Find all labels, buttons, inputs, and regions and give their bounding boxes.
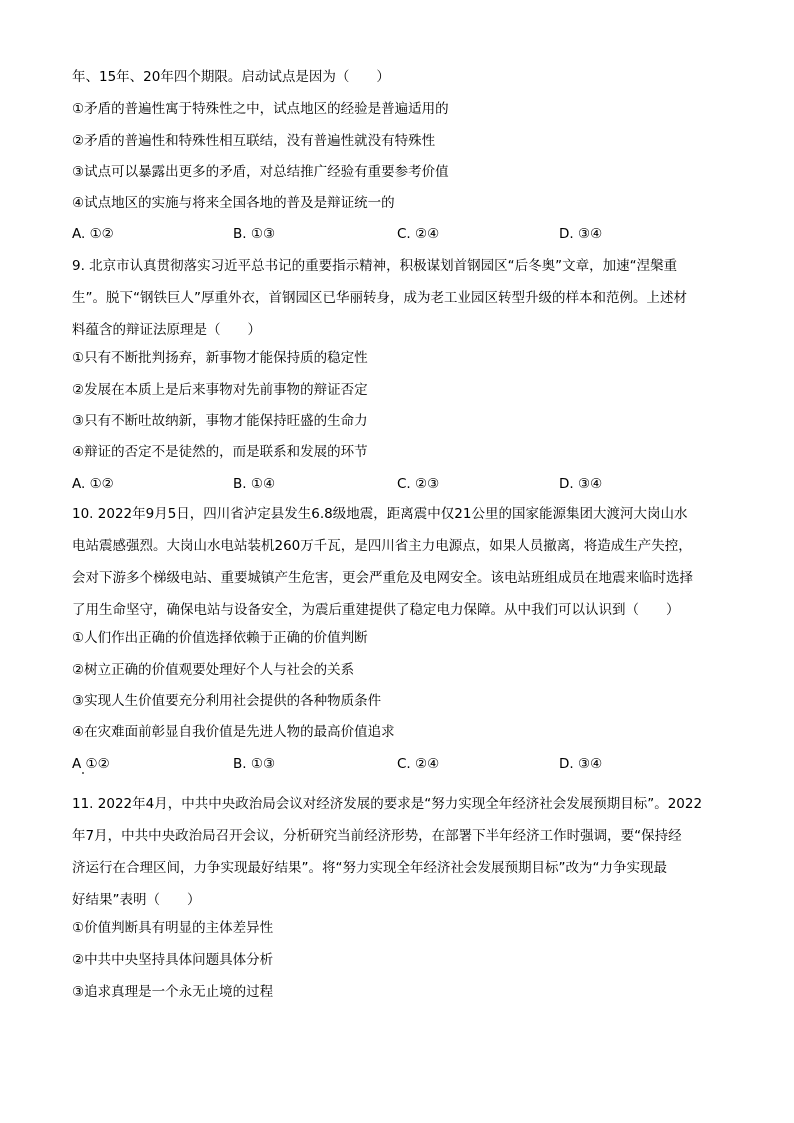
q10-option-a[interactable]: A ①② [72, 756, 110, 772]
q9-item-3: ③只有不断吐故纳新，事物才能保持旺盛的生命力 [72, 413, 368, 429]
q9-option-b[interactable]: B. ①④ [233, 476, 276, 492]
q8-item-2: ②矛盾的普遍性和特殊性相互联结，没有普遍性就没有特殊性 [72, 133, 436, 149]
q9-stem [72, 250, 722, 346]
q10-item-2: ②树立正确的价值观要处理好个人与社会的关系 [72, 662, 355, 678]
q9-item-2: ②发展在本质上是后来事物对先前事物的辩证否定 [72, 382, 368, 398]
q10-stem-line-3: 会对下游多个梯级电站、重要城镇产生危害，更会严重危及电网安全。该电站班组成员在地震来临时选择 [72, 570, 693, 586]
q9-item-1: ①只有不断批判扬弃，新事物才能保持质的稳定性 [72, 350, 368, 366]
q11-item-1: ①价值判断具有明显的主体差异性 [72, 920, 274, 936]
q10-item-3: ③实现人生价值要充分利用社会提供的各种物质条件 [72, 693, 382, 709]
q10-stem-line-4: 了用生命坚守，确保电站与设备安全，为震后重建提供了稳定电力保障。从中我们可以认识到（ ） [72, 602, 680, 618]
q8-item-1: ①矛盾的普遍性寓于特殊性之中，试点地区的经验是普遍适用的 [72, 101, 449, 117]
q9-option-a[interactable]: A. ①② [72, 476, 114, 492]
q10-stem-line-1: 10. 2022年9月5日，四川省泸定县发生6.8级地震，距离震中仅21公里的国家能源集团大渡河大岗山水 [72, 506, 688, 522]
q10-option-c[interactable]: C. ②④ [397, 756, 440, 772]
q10-stem-line-2: 电站震感强烈。大岗山水电站装机260万千瓦，是四川省主力电源点，如果人员撤离，将造成生产失控， [72, 538, 692, 554]
q8-options [72, 224, 722, 244]
q9-stem-line-2: 生”。脱下“钢铁巨人”厚重外衣，首钢园区已华丽转身，成为老工业园区转型升级的样本和范例。上述材 [72, 290, 687, 306]
q11-stem-line-2: 年7月，中共中央政治局召开会议，分析研究当前经济形势，在部署下半年经济工作时强调，要“保持经 [72, 828, 682, 844]
q10-option-b[interactable]: B. ①③ [233, 756, 276, 772]
q9-stem-line-3: 料蕴含的辩证法原理是（ ） [72, 322, 261, 338]
q10-option-d[interactable]: D. ③④ [559, 756, 603, 772]
q9-option-c[interactable]: C. ②③ [397, 476, 440, 492]
q11-item-2: ②中共中央坚持具体问题具体分析 [72, 952, 274, 968]
q10-stem [72, 498, 722, 626]
q9-option-d[interactable]: D. ③④ [559, 476, 603, 492]
q11-item-3: ③追求真理是一个永无止境的过程 [72, 984, 274, 1000]
q11-stem-line-4: 好结果”表明（ ） [72, 892, 201, 908]
stray-dot [82, 772, 84, 774]
q9-stem-line-1: 9. 北京市认真贯彻落实习近平总书记的重要指示精神，积极谋划首钢园区“后冬奥”文章，加速“涅槃重 [72, 258, 678, 274]
q8-item-3: ③试点可以暴露出更多的矛盾，对总结推广经验有重要参考价值 [72, 164, 449, 180]
q8-item-4: ④试点地区的实施与将来全国各地的普及是辩证统一的 [72, 195, 395, 211]
q8-option-a[interactable]: A. ①② [72, 226, 114, 242]
q10-options [72, 754, 722, 774]
q11-stem-line-1: 11. 2022年4月，中共中央政治局会议对经济发展的要求是“努力实现全年经济社会发展预期目标”。2022 [72, 796, 703, 812]
q8-option-b[interactable]: B. ①③ [233, 226, 276, 242]
q11-stem [72, 788, 722, 916]
q9-options [72, 474, 722, 494]
q10-item-1: ①人们作出正确的价值选择依赖于正确的价值判断 [72, 630, 368, 646]
q8-option-c[interactable]: C. ②④ [397, 226, 440, 242]
q10-item-4: ④在灾难面前彰显自我价值是先进人物的最高价值追求 [72, 724, 395, 740]
q9-item-4: ④辩证的否定不是徒然的，而是联系和发展的环节 [72, 444, 368, 460]
q8-stem-tail: 年、15年、20年四个期限。启动试点是因为（ ） [72, 69, 390, 85]
q8-option-d[interactable]: D. ③④ [559, 226, 603, 242]
q11-stem-line-3: 济运行在合理区间，力争实现最好结果”。将“努力实现全年经济社会发展预期目标”改为“力争实现最 [72, 860, 667, 876]
